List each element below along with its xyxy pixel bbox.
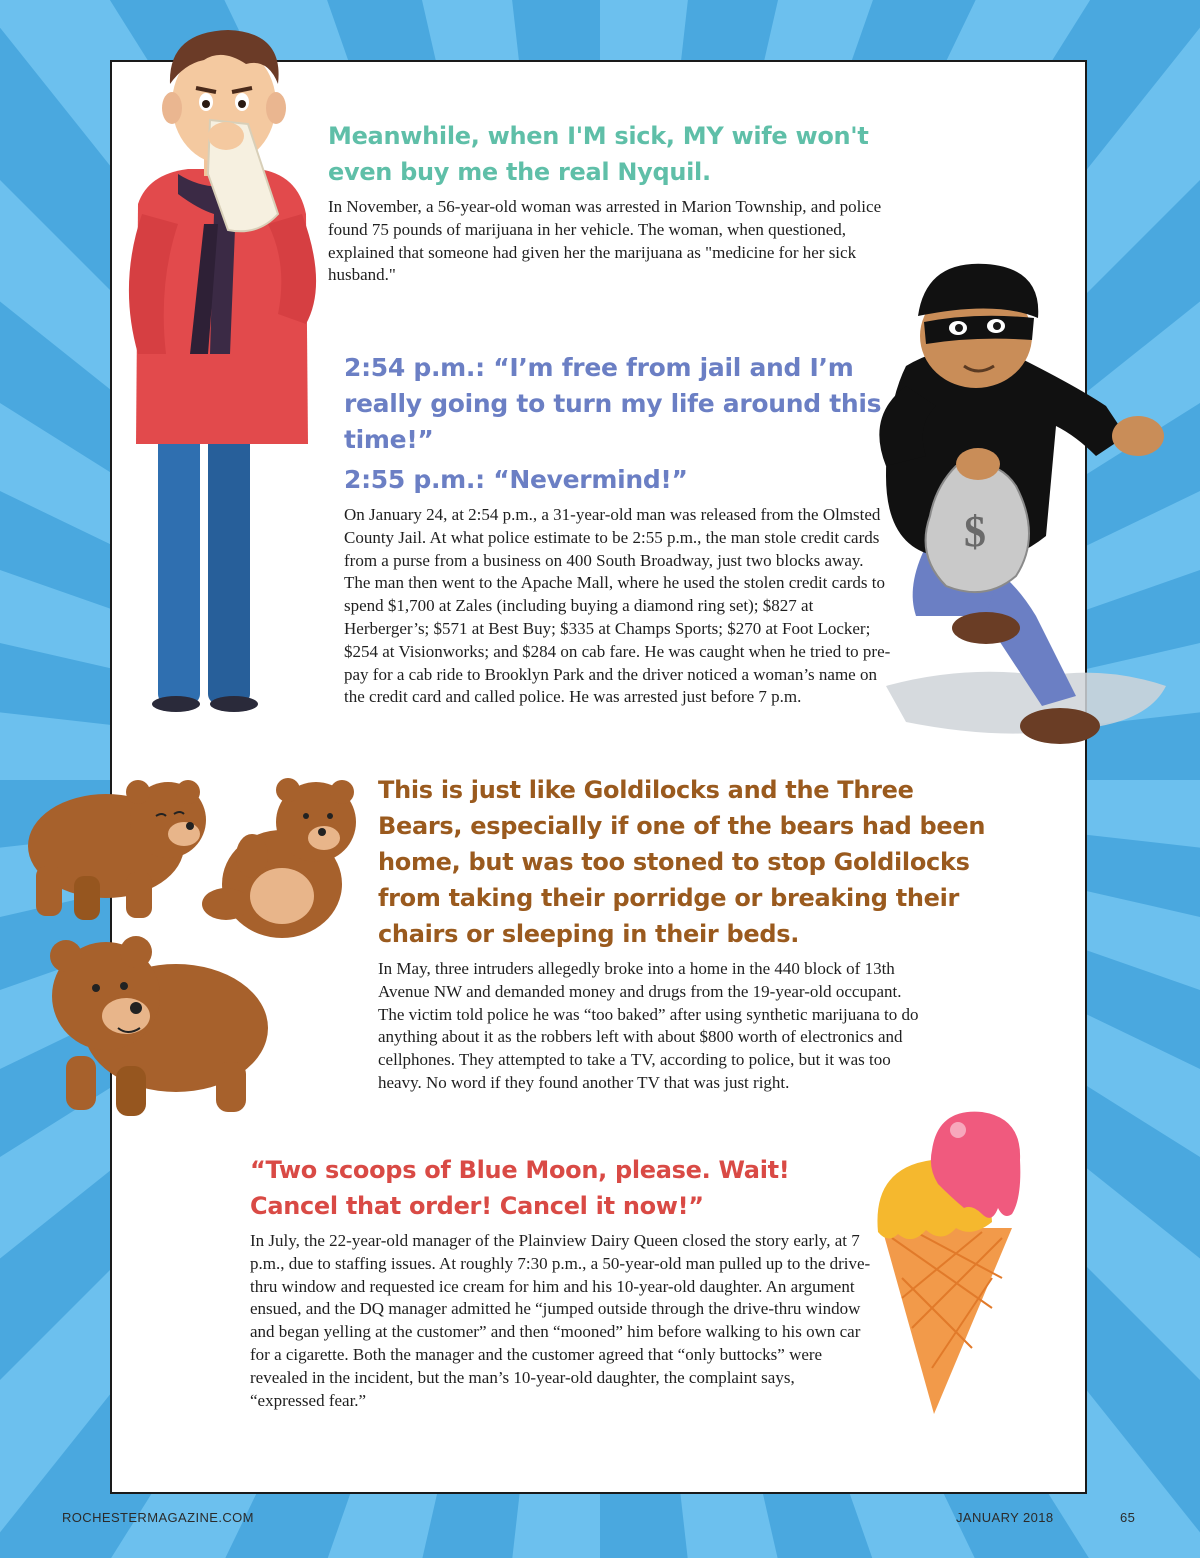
story-headline: 2:54 p.m.: “I’m free from jail and I’m really going to turn my life around this time!” [344, 353, 882, 454]
story-dairy-queen [250, 1152, 872, 1412]
ice-cream-illustration [872, 1108, 1022, 1418]
footer-site: ROCHESTERMAGAZINE.COM [62, 1510, 254, 1525]
dollar-sign: $ [964, 507, 986, 556]
story-body: In July, the 22-year-old manager of the Plainview Dairy Queen closed the story early, at 7 p.m., due to staffing issues. At roughly 7:30 p.m., a 50-year-old man pulled up to the drive-thru window and requested ice cream for him and his 10-year-old daughter. An argument ensued, and the DQ manager admitted he “jumped outside through the drive-thru window and began yelling at the customer” and then “mooned” him before walking to his own car for a cigarette. Both the manager and the customer agreed that “only buttocks” were revealed in the incident, but the man’s 10-year-old daughter, the complaint says, “expressed fear.” [250, 1231, 871, 1410]
story-jail [344, 350, 892, 709]
story-body: On January 24, at 2:54 p.m., a 31-year-old man was released from the Olmsted County Jail. At what police estimate to be 2:55 p.m., the man stole credit cards from a purse from a business on 400 South Broadway, just two blocks away. The man then went to the Apache Mall, where he used the stolen credit cards to spend $1,700 at Zales (including buying a diamond ring set); $827 at Herberger’s; $571 at Best Buy; $335 at Champs Sports; $270 at Foot Locker; $254 at Visionworks; and $284 on cab fare. He was caught when he tried to pre-pay for a cab ride to Brooklyn Park and the driver noticed a woman’s name on the credit card and called police. He was arrested just before 7 p.m. [344, 505, 891, 707]
sick-man-illustration [118, 24, 328, 714]
story-headline: This is just like Goldilocks and the Three Bears, especially if one of the bears had been home, but was too stoned to stop Goldilocks from taking their porridge or breaking their chairs or sleeping in their beds. [378, 776, 986, 948]
story-body: In May, three intruders allegedly broke into a home in the 440 block of 13th Avenue NW and demanded money and drugs from the 19-year-old occupant. The victim told police he was “too baked” after using synthetic marijuana to do anything about it as the robbers left with about $800 worth of electronics and cellphones. They attempted to take a TV, according to police, but it was too heavy. No word if they found another TV that was just right. [378, 959, 919, 1092]
story-headline: Meanwhile, when I'M sick, MY wife won't even buy me the real Nyquil. [328, 122, 869, 186]
footer-issue: JANUARY 2018 [956, 1510, 1054, 1525]
story-three-bears [378, 772, 988, 1095]
story-headline: “Two scoops of Blue Moon, please. Wait! Cancel that order! Cancel it now!” [250, 1156, 790, 1220]
story-body: In November, a 56-year-old woman was arrested in Marion Township, and police found 75 pounds of marijuana in her vehicle. The woman, when questioned, explained that someone had given her the marijuana as "medicine for her sick husband." [328, 197, 882, 285]
story-nyquil [328, 118, 888, 287]
story-subheadline: 2:55 p.m.: “Nevermind!” [344, 465, 688, 494]
robber-illustration [846, 256, 1176, 752]
footer-page-number: 65 [1120, 1510, 1136, 1525]
bears-illustration [26, 776, 376, 1122]
